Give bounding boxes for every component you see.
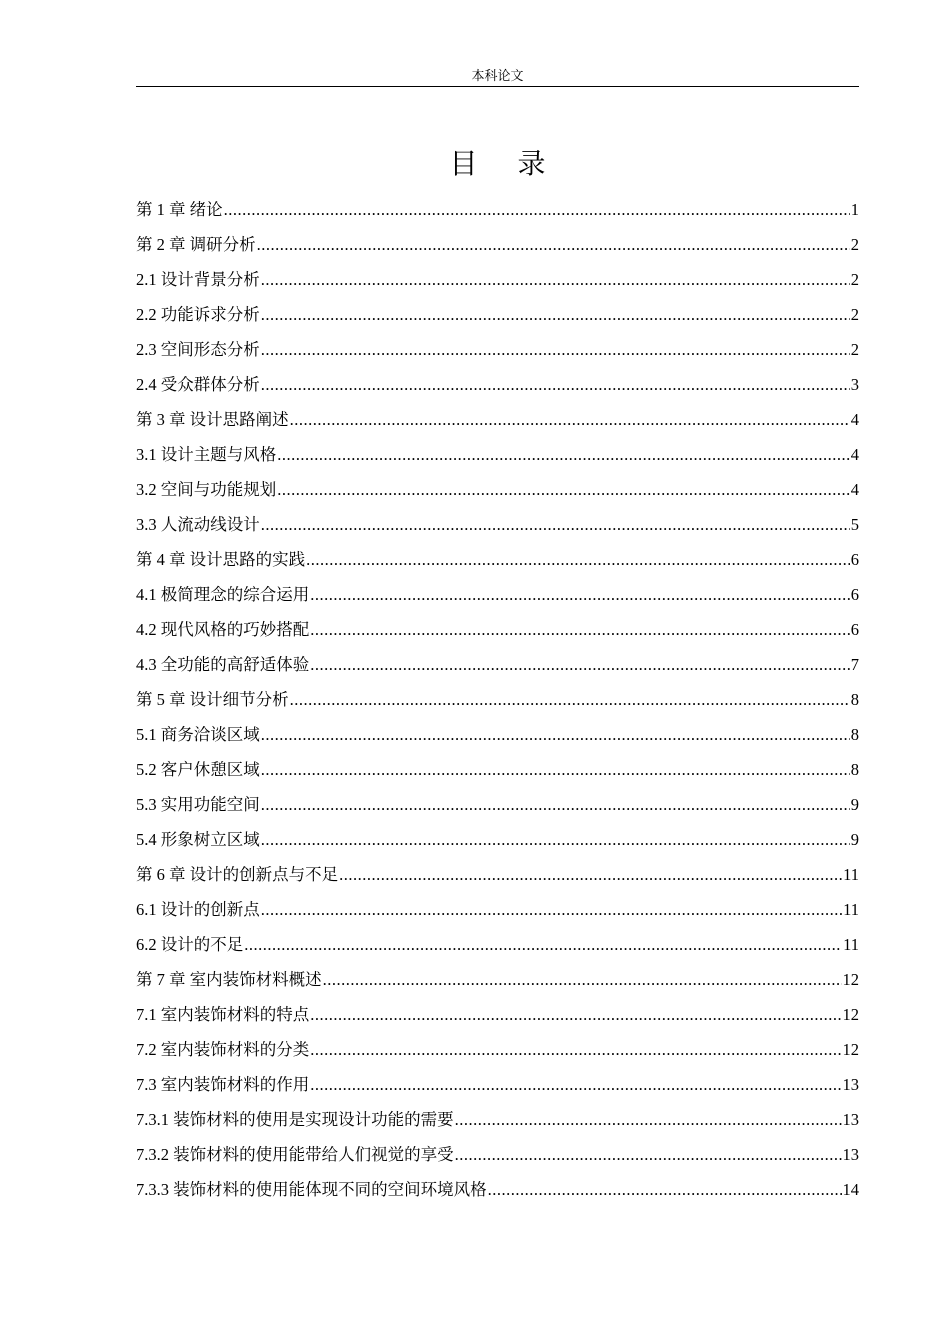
toc-entry-page: 4 [850, 445, 859, 464]
toc-entry-page: 2 [850, 270, 859, 289]
toc-entry-page: 14 [842, 1180, 859, 1199]
toc-entry-page: 9 [850, 830, 859, 849]
toc-entry-ch4[interactable] [136, 542, 859, 577]
toc-entry-7-3-3[interactable] [136, 1172, 859, 1207]
toc-entry-5-1[interactable] [136, 717, 859, 752]
toc-entry-page: 2 [850, 305, 859, 324]
toc-entry-ch6[interactable] [136, 857, 859, 892]
toc-entry-2-2[interactable] [136, 297, 859, 332]
toc-entry-4-3[interactable] [136, 647, 859, 682]
toc-entry-7-3-1[interactable] [136, 1102, 859, 1137]
toc-entry-label: 2.1 设计背景分析 [136, 270, 260, 289]
toc-entry-label: 3.2 空间与功能规划 [136, 480, 277, 499]
toc-entry-label: 7.2 室内装饰材料的分类 [136, 1040, 310, 1059]
toc-entry-label: 第 4 章 设计思路的实践 [136, 550, 306, 569]
toc-entry-page: 5 [850, 515, 859, 534]
toc-entry-ch2[interactable] [136, 227, 859, 262]
toc-title: 目录 [449, 149, 586, 180]
toc-entry-label: 7.3.3 装饰材料的使用能体现不同的空间环境风格 [136, 1180, 487, 1199]
toc-entry-2-4[interactable] [136, 367, 859, 402]
toc-entry-3-3[interactable] [136, 507, 859, 542]
toc-dot-leader [244, 927, 842, 962]
toc-dot-leader [261, 892, 842, 927]
toc-entry-page: 6 [850, 620, 859, 639]
toc-entry-page: 8 [850, 760, 859, 779]
toc-entry-page: 2 [850, 235, 859, 254]
toc-dot-leader [310, 1067, 841, 1102]
toc-dot-leader [261, 297, 850, 332]
toc-dot-leader [290, 402, 850, 437]
toc-dot-leader [306, 542, 850, 577]
toc-dot-leader [310, 612, 850, 647]
toc-entry-page: 1 [850, 200, 859, 219]
toc-entry-7-3[interactable] [136, 1067, 859, 1102]
toc-dot-leader [261, 332, 850, 367]
toc-entry-page: 4 [850, 410, 859, 429]
toc-entry-label: 6.2 设计的不足 [136, 935, 244, 954]
toc-entry-label: 7.3.2 装饰材料的使用能带给人们视觉的享受 [136, 1145, 454, 1164]
toc-entry-page: 11 [843, 935, 859, 954]
toc-dot-leader [261, 717, 850, 752]
toc-dot-leader [277, 437, 850, 472]
toc-entry-page: 2 [850, 340, 859, 359]
toc-entry-page: 6 [850, 550, 859, 569]
toc-entry-page: 8 [850, 690, 859, 709]
toc-entry-label: 5.4 形象树立区域 [136, 830, 260, 849]
toc-dot-leader [323, 962, 842, 997]
toc-entry-page: 7 [850, 655, 859, 674]
toc-entry-label: 5.3 实用功能空间 [136, 795, 260, 814]
toc-dot-leader [261, 507, 850, 542]
toc-entry-ch5[interactable] [136, 682, 859, 717]
toc-entry-7-1[interactable] [136, 997, 859, 1032]
toc-entry-label: 第 7 章 室内装饰材料概述 [136, 970, 322, 989]
toc-entry-4-2[interactable] [136, 612, 859, 647]
toc-entry-page: 12 [842, 970, 859, 989]
toc-entry-7-2[interactable] [136, 1032, 859, 1067]
toc-entry-label: 5.2 客户休憩区域 [136, 760, 260, 779]
toc-dot-leader [310, 997, 841, 1032]
toc-entry-3-2[interactable] [136, 472, 859, 507]
toc-entry-page: 4 [850, 480, 859, 499]
toc-dot-leader [277, 472, 850, 507]
toc-entry-label: 第 5 章 设计细节分析 [136, 690, 289, 709]
toc-dot-leader [488, 1172, 842, 1207]
toc-entry-ch3[interactable] [136, 402, 859, 437]
toc-entry-label: 第 6 章 设计的创新点与不足 [136, 865, 339, 884]
toc-entry-label: 4.1 极简理念的综合运用 [136, 585, 310, 604]
toc-entry-label: 3.1 设计主题与风格 [136, 445, 277, 464]
toc-dot-leader [261, 787, 850, 822]
toc-entry-page: 6 [850, 585, 859, 604]
toc-entry-6-2[interactable] [136, 927, 859, 962]
toc-entry-page: 3 [850, 375, 859, 394]
toc-entry-4-1[interactable] [136, 577, 859, 612]
toc-entry-label: 3.3 人流动线设计 [136, 515, 260, 534]
toc-entry-label: 第 1 章 绪论 [136, 200, 223, 219]
toc-entry-page: 12 [842, 1005, 859, 1024]
toc-dot-leader [455, 1102, 842, 1137]
toc-entry-7-3-2[interactable] [136, 1137, 859, 1172]
toc-entry-page: 12 [842, 1040, 859, 1059]
toc-entry-ch1[interactable] [136, 192, 859, 227]
toc-entry-page: 13 [842, 1110, 859, 1129]
toc-dot-leader [455, 1137, 842, 1172]
toc-entry-5-3[interactable] [136, 787, 859, 822]
toc-entry-label: 6.1 设计的创新点 [136, 900, 260, 919]
toc-entry-page: 13 [842, 1075, 859, 1094]
toc-entry-page: 13 [842, 1145, 859, 1164]
toc-dot-leader [290, 682, 850, 717]
toc-dot-leader [224, 192, 850, 227]
toc-dot-leader [261, 752, 850, 787]
toc-entry-label: 7.1 室内装饰材料的特点 [136, 1005, 310, 1024]
toc-entry-label: 2.4 受众群体分析 [136, 375, 260, 394]
toc-entry-page: 8 [850, 725, 859, 744]
toc-dot-leader [310, 647, 850, 682]
toc-entry-page: 11 [843, 900, 859, 919]
toc-dot-leader [310, 1032, 841, 1067]
toc-entry-label: 第 2 章 调研分析 [136, 235, 256, 254]
toc-entry-ch7[interactable] [136, 962, 859, 997]
toc-entry-label: 7.3.1 装饰材料的使用是实现设计功能的需要 [136, 1110, 454, 1129]
toc-entry-label: 5.1 商务洽谈区域 [136, 725, 260, 744]
toc-dot-leader [257, 227, 850, 262]
header-text: 本科论文 [471, 68, 524, 83]
toc-entry-5-4[interactable] [136, 822, 859, 857]
toc-entry-label: 第 3 章 设计思路阐述 [136, 410, 289, 429]
toc-entry-label: 4.3 全功能的高舒适体验 [136, 655, 310, 674]
toc-dot-leader [339, 857, 842, 892]
toc-entry-5-2[interactable] [136, 752, 859, 787]
toc-entry-page: 11 [843, 865, 859, 884]
toc-dot-leader [261, 262, 850, 297]
toc-dot-leader [310, 577, 850, 612]
toc-dot-leader [261, 367, 850, 402]
toc-list [136, 192, 859, 1207]
toc-entry-6-1[interactable] [136, 892, 859, 927]
toc-entry-label: 2.3 空间形态分析 [136, 340, 260, 359]
toc-entry-page: 9 [850, 795, 859, 814]
toc-entry-label: 7.3 室内装饰材料的作用 [136, 1075, 310, 1094]
toc-dot-leader [261, 822, 850, 857]
toc-entry-label: 2.2 功能诉求分析 [136, 305, 260, 324]
toc-entry-2-1[interactable] [136, 262, 859, 297]
toc-entry-2-3[interactable] [136, 332, 859, 367]
toc-entry-label: 4.2 现代风格的巧妙搭配 [136, 620, 310, 639]
toc-entry-3-1[interactable] [136, 437, 859, 472]
page-header [136, 66, 859, 87]
